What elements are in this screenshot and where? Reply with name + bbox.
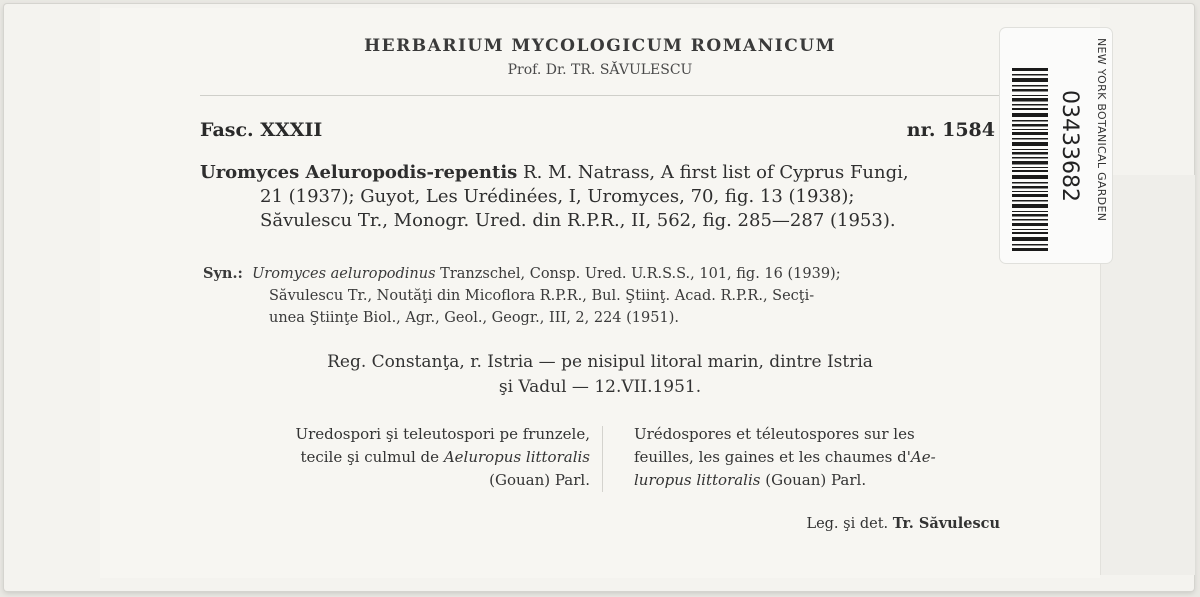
synonym-line-3: unea Ştiinţe Biol., Agr., Geol., Geogr., III, 2, 224 (1951).: [269, 310, 679, 326]
description-fr-line-1: Urédospores et téleutospores sur les: [634, 425, 915, 443]
species-citation-1: R. M. Natrass, A first list of Cyprus Fungi,: [517, 162, 909, 183]
barcode-icon: [1012, 68, 1048, 253]
herbarium-curator: Prof. Dr. TR. SĂVULESCU: [507, 62, 693, 78]
description-fr-line-3: [634, 469, 1004, 492]
synonym-label: Syn.:: [203, 265, 243, 282]
locality-line-1: Reg. Constanţa, r. Istria — pe nisipul litoral marin, dintre Istria: [327, 352, 873, 372]
collector-line: [660, 515, 1000, 532]
description-fr-authority: (Gouan) Parl.: [760, 471, 867, 489]
herbarium-label: [100, 8, 1100, 578]
barcode-number: 03433682: [1057, 90, 1082, 202]
host-name-fr-part-1: Ae-: [910, 448, 936, 466]
barcode-institution: NEW YORK BOTANICAL GARDEN: [1095, 38, 1108, 222]
description-fr-line-2: [634, 446, 1004, 469]
synonym-name: Uromyces aeluropodinus: [252, 266, 436, 282]
species-citation: [200, 161, 1000, 233]
description-romanian: [200, 423, 590, 492]
synonym-line-1: [203, 263, 1003, 285]
herbarium-title: HERBARIUM MYCOLOGICUM ROMANICUM: [364, 36, 836, 56]
synonym-line-2: Săvulescu Tr., Noutăţi din Micoflora R.P.R., Bul. Ştiinţ. Acad. R.P.R., Secţi-: [269, 288, 815, 304]
species-name: Uromyces Aeluropodis-repentis: [200, 162, 518, 183]
synonym-block: [203, 263, 1003, 329]
host-name-ro: Aeluropus littoralis: [443, 448, 590, 466]
description-ro-line-3: (Gouan) Parl.: [489, 471, 590, 489]
column-divider: [602, 426, 603, 492]
collector-prefix: Leg. şi det.: [806, 516, 893, 532]
locality-line-2: şi Vadul — 12.VII.1951.: [498, 377, 702, 397]
species-line-3: Săvulescu Tr., Monogr. Ured. din R.P.R., II, 562, fig. 285—287 (1953).: [260, 210, 896, 231]
fascicle-number: Fasc. XXXII: [200, 119, 323, 141]
sheet-edge: [1100, 175, 1195, 575]
species-line-1: [200, 161, 1000, 185]
specimen-number: nr. 1584: [906, 119, 995, 141]
description-french: [634, 423, 1004, 492]
synonym-citation-1: Tranzschel, Consp. Ured. U.R.S.S., 101, fig. 16 (1939);: [435, 266, 841, 282]
barcode-label: [1000, 28, 1112, 263]
description-ro-line-2: [200, 446, 590, 469]
species-line-2: 21 (1937); Guyot, Les Urédinées, I, Uromyces, 70, fig. 13 (1938);: [260, 186, 855, 207]
host-name-fr-part-2: luropus littoralis: [634, 471, 761, 489]
locality: [100, 350, 1100, 400]
collector-name: Tr. Săvulescu: [892, 515, 1000, 532]
description-ro-text: tecile şi culmul de: [300, 448, 444, 466]
description-fr-text: feuilles, les gaines et les chaumes d': [634, 448, 911, 466]
header-divider: [200, 95, 1080, 96]
description-ro-line-1: Uredospori şi teleutospori pe frunzele,: [295, 425, 590, 443]
